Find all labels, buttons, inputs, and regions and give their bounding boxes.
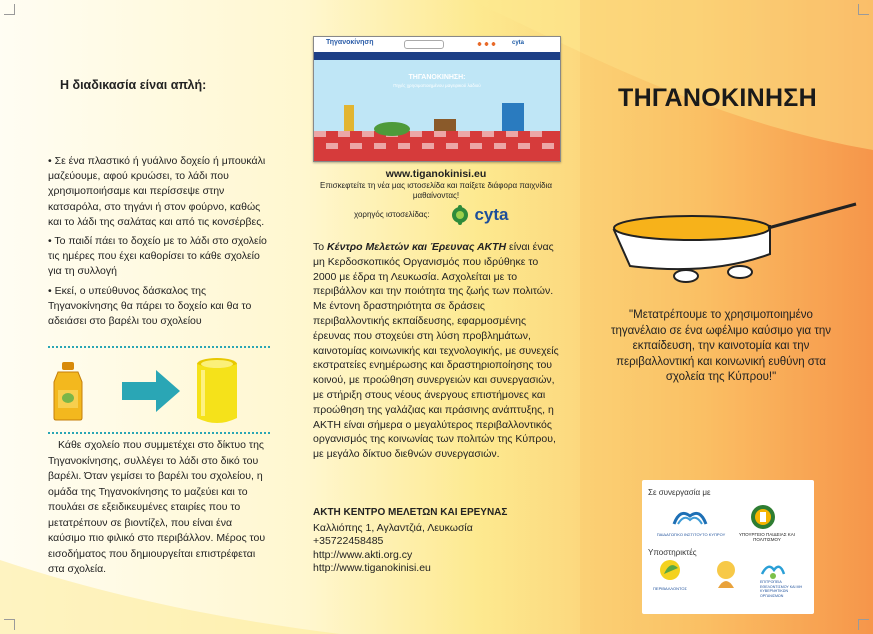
ministry-emblem-icon [748,502,778,532]
desc-post: είναι ένας μη Κερδοσκοπικός Οργανισμός που ιδρύθηκε το 2000 με έδρα τη Λευκωσία. Ασχολείται με το περιβάλλον και την ποιότητα της ζωής των πολιτών. Με έντονη δραστηριότητα σε δράσεις περιβαλλοντικής εκπαίδευσης, εφαρμοσμένης έρευνας που στοχεύει στη λύση προβλημάτων, καινοτομίας κοινωνικής και τεχνολογικής, με συνεχείς εκστρατείες ενημέρωσης και δραστηριοποίησης του κοινού, με προώθηση συνεργειών και συνεργασιών, με στήριξη στους νέους άνεργους επιστήμονες και προώθηση της γαλάζιας και πράσινης ανάπτυξης, η ΑΚΤΗ είναι σήμερα ο μεγαλύτερος περιβαλλοντικός οργανισμός της κοινωνίας των πολιτών της Κύπρου, με μεγάλο δίκτυο διεθνών συνεργασιών. [313,241,559,461]
yellow-barrel-icon [193,356,241,428]
arrow-right-icon [122,368,182,414]
partner2-name: ΥΠΟΥΡΓΕΙΟ ΠΑΙΔΕΙΑΣ ΚΑΙ ΠΟΛΙΤΙΣΜΟΥ [738,532,796,542]
sponsor-label: χορηγός ιστοσελίδας: [354,210,430,219]
contact-title: ΑΚΤΗ ΚΕΝΤΡΟ ΜΕΛΕΤΩΝ ΚΑΙ ΕΡΕΥΝΑΣ [313,507,508,518]
supporter3-name: ΕΠΙΤΡΟΠΕΙΑ ΕΘΕΛΟΝΤΙΣΜΟΥ ΚΑΙ ΜΗ ΚΥΒΕΡΝΗΤΙΚΩΝ ΟΡΓΑΝΙΣΜΩΝ [760,580,803,598]
crop-mark [858,619,869,630]
cyta-mark-icon [450,205,470,225]
contact-phone: +35722458485 [313,535,384,547]
sun-figure-logo-icon [712,558,740,590]
website-invite: Επισκεφτείτε τη νέα μας ιστοσελίδα και παίξετε διάφορα παιχνίδια μαθαίνοντας! [320,181,552,200]
site-sponsor-logo: cyta [512,40,525,46]
site-subtitle: Πηγές χρησιμοποιημένου μαγειρικού λαδιού [393,83,481,88]
collection-explanation: Κάθε σχολείο που συμμετέχει στο δίκτυο της Τηγανοκίνησης, συλλέγει το λάδι στο δικό του βαρέλι. Όταν γεμίσει το βαρέλι του σχολείου, η ομάδα της Τηγανοκίνησης το μαζεύει και το πουλάει σε εξειδικευμένες εταιρίες που το μετατρέπουν σε βιοντίζελ, που είναι ένα καύσιμο πιο φιλικό στο περιβάλλον. Μέρος του εισοδήματος που δημιουργείται επιστρέφεται στα σχολεία. [48,439,266,575]
brochure-title: ΤΗΓΑΝΟΚΙΝΗΣΗ [618,84,817,112]
partners-label: Σε συνεργασία με [648,488,711,497]
crop-mark [858,4,869,15]
left-heading: Η διαδικασία είναι απλή: [60,78,207,92]
partners-box [642,480,814,614]
cyta-wordmark: cyta [474,205,509,224]
website-screenshot [313,36,561,162]
environment-logo-icon [654,558,686,584]
akti-name: Κέντρο Μελετών και Έρευνας ΑΚΤΗ [327,241,507,253]
oil-bottle-icon [48,360,88,422]
site-nav [314,52,560,60]
frying-pan-icon [600,196,860,292]
contact-block [313,506,559,576]
step-2: • Το παιδί πάει το δοχείο με το λάδι στο σχολείο τις ημέρες που έχει καθορίσει το κάθε σχολείο για τη συλλογή [48,235,267,278]
supporters-label: Υποστηρικτές [648,548,697,557]
contact-address: Καλλιόπης 1, Αγλαντζιά, Λευκωσία [313,521,473,534]
divider [48,432,270,434]
mission-quote: "Μετατρέπουμε το χρησιμοποιημένο τηγανέλαιο σε ένα ωφέλιμο καύσιμο για την εκπαίδευση, την καινοτομία και την περιβαλλοντική και κοινωνική ευθύνη στα σχολεία της Κύπρου!" [610,309,832,383]
crop-mark [4,4,15,15]
volunteerism-logo-icon [760,560,786,580]
akti-description [313,240,559,462]
desc-pre: Το [313,241,328,253]
process-steps [48,154,270,333]
supporter1-name: ΠΕΡΙΒΑΛΛΟΝΤΟΣ [653,586,687,591]
website-url[interactable]: www.tiganokinisi.eu [385,168,487,180]
cyta-logo [450,205,508,225]
site-search [404,40,444,49]
pedagogical-institute-logo-icon [670,504,710,530]
site-logo: Τηγανοκίνηση [326,39,374,46]
step-1: • Σε ένα πλαστικό ή γυάλινο δοχείο ή μπουκάλι μαζεύουμε, αφού κρυώσει, το λάδι που χρησιμοποιήσαμε και περίσσεψε στην κατσαρόλα, στο τηγάνι ή στον φούρνο, καθώς και το λάδι της σαλάτας και από τις κονσέρβες. [48,155,266,228]
site-title: ΤΗΓΑΝΟΚΙΝΗΣΗ: [408,74,466,81]
social-icons [476,41,496,47]
step-3: • Εκεί, ο υπεύθυνος δάσκαλος της Τηγανοκίνησης θα πάρει το δοχείο και θα το αδειάσει στο βαρέλι του σχολείου [48,284,252,328]
crop-mark [4,619,15,630]
contact-link-tiganokinisi[interactable]: http://www.tiganokinisi.eu [313,562,431,574]
picnic-illustration [314,97,560,161]
divider [48,346,270,348]
contact-link-akti[interactable]: http://www.akti.org.cy [313,548,413,561]
partner1-name: ΠΑΙΔΑΓΩΓΙΚΟ ΙΝΣΤΙΤΟΥΤΟ ΚΥΠΡΟΥ [656,532,726,537]
